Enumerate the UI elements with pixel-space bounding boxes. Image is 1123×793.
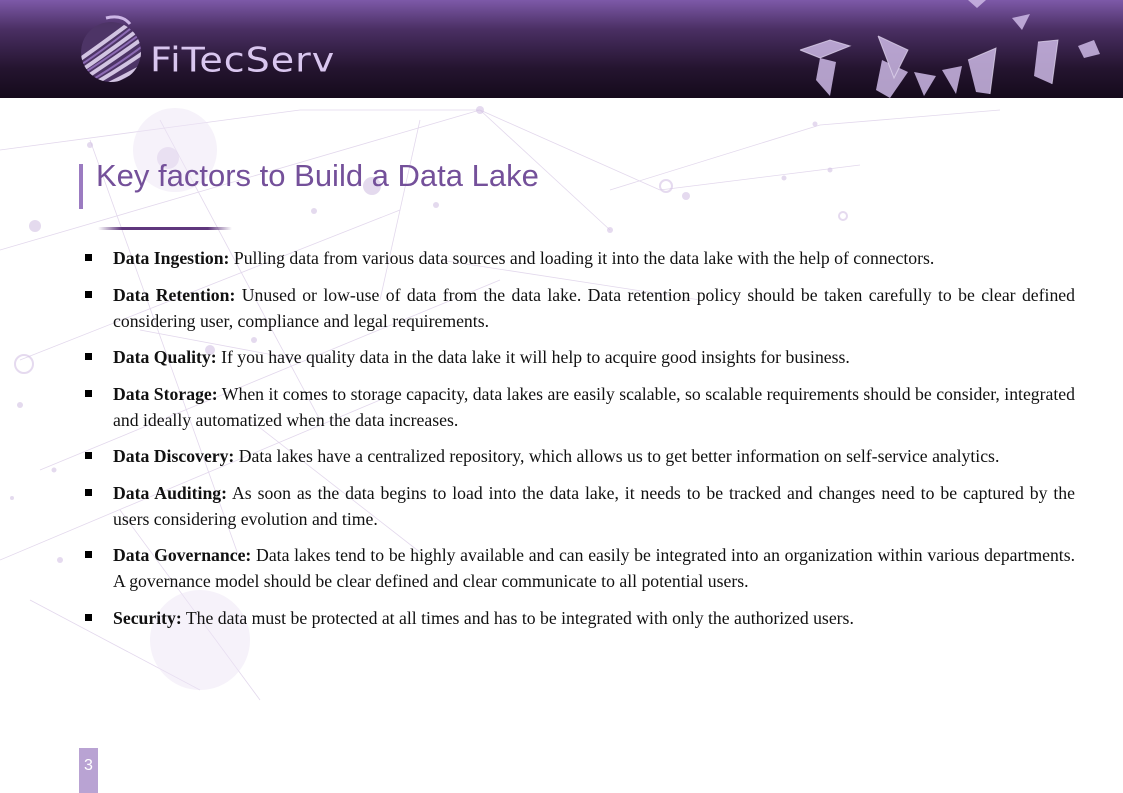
- factor-text: Pulling data from various data sources and loading it into the data lake with the help of connectors.: [233, 248, 935, 268]
- list-item: [113, 282, 1075, 334]
- square-bullet-icon: [85, 452, 92, 459]
- globe-stripes-icon: [76, 14, 146, 84]
- list-item: [113, 443, 1075, 469]
- square-bullet-icon: [85, 614, 92, 621]
- square-bullet-icon: [85, 551, 92, 558]
- page-number-badge: [79, 748, 98, 793]
- polygon-decoration: [790, 0, 1123, 98]
- title-accent-bar: [79, 164, 83, 209]
- square-bullet-icon: [85, 353, 92, 360]
- square-bullet-icon: [85, 291, 92, 298]
- factor-text: Unused or low-use of data from the data lake. Data retention policy should be taken carefully to be clear defined considering user, compliance and legal requirements.: [113, 284, 1076, 331]
- header-banner: [0, 0, 1123, 98]
- factor-term: Data Discovery:: [113, 446, 235, 466]
- factor-text: When it comes to storage capacity, data lakes are easily scalable, so scalable requirements should be consider, integrated and ideally automatized when the data increases.: [113, 383, 1075, 430]
- factor-text: If you have quality data in the data lake it will help to acquire good insights for business.: [221, 347, 850, 367]
- square-bullet-icon: [85, 390, 92, 397]
- key-factors-list: [113, 245, 1075, 641]
- factor-text: Data lakes have a centralized repository, which allows us to get better information on self-service analytics.: [238, 446, 1000, 466]
- list-item: [113, 480, 1075, 532]
- factor-term: Data Retention:: [113, 284, 236, 305]
- factor-term: Data Auditing:: [113, 482, 228, 503]
- list-item: [113, 605, 1075, 631]
- list-item: [113, 344, 1075, 370]
- page-title: Key factors to Build a Data Lake: [96, 158, 539, 193]
- square-bullet-icon: [85, 254, 92, 261]
- factor-text: Data lakes tend to be highly available and can easily be integrated into an organization within various departments. A governance model should be clear defined and clear communicate to all potential users.: [113, 545, 1076, 591]
- factor-text: As soon as the data begins to load into the data lake, it needs to be tracked and changes need to be captured by the users considering evolution and time.: [113, 482, 1075, 529]
- logo-text: FiTecServ: [150, 40, 336, 80]
- factor-text: The data must be protected at all times and has to be integrated with only the authorized users.: [185, 607, 854, 628]
- page-number: 3: [84, 757, 93, 774]
- factor-term: Security:: [113, 607, 182, 628]
- factor-term: Data Governance:: [113, 545, 252, 565]
- list-item: [113, 245, 1075, 271]
- list-item: [113, 542, 1075, 594]
- title-underline: [98, 227, 232, 230]
- factor-term: Data Ingestion:: [113, 248, 230, 268]
- factor-term: Data Quality:: [113, 347, 217, 367]
- factor-term: Data Storage:: [113, 383, 218, 404]
- list-item: [113, 381, 1075, 433]
- square-bullet-icon: [85, 489, 92, 496]
